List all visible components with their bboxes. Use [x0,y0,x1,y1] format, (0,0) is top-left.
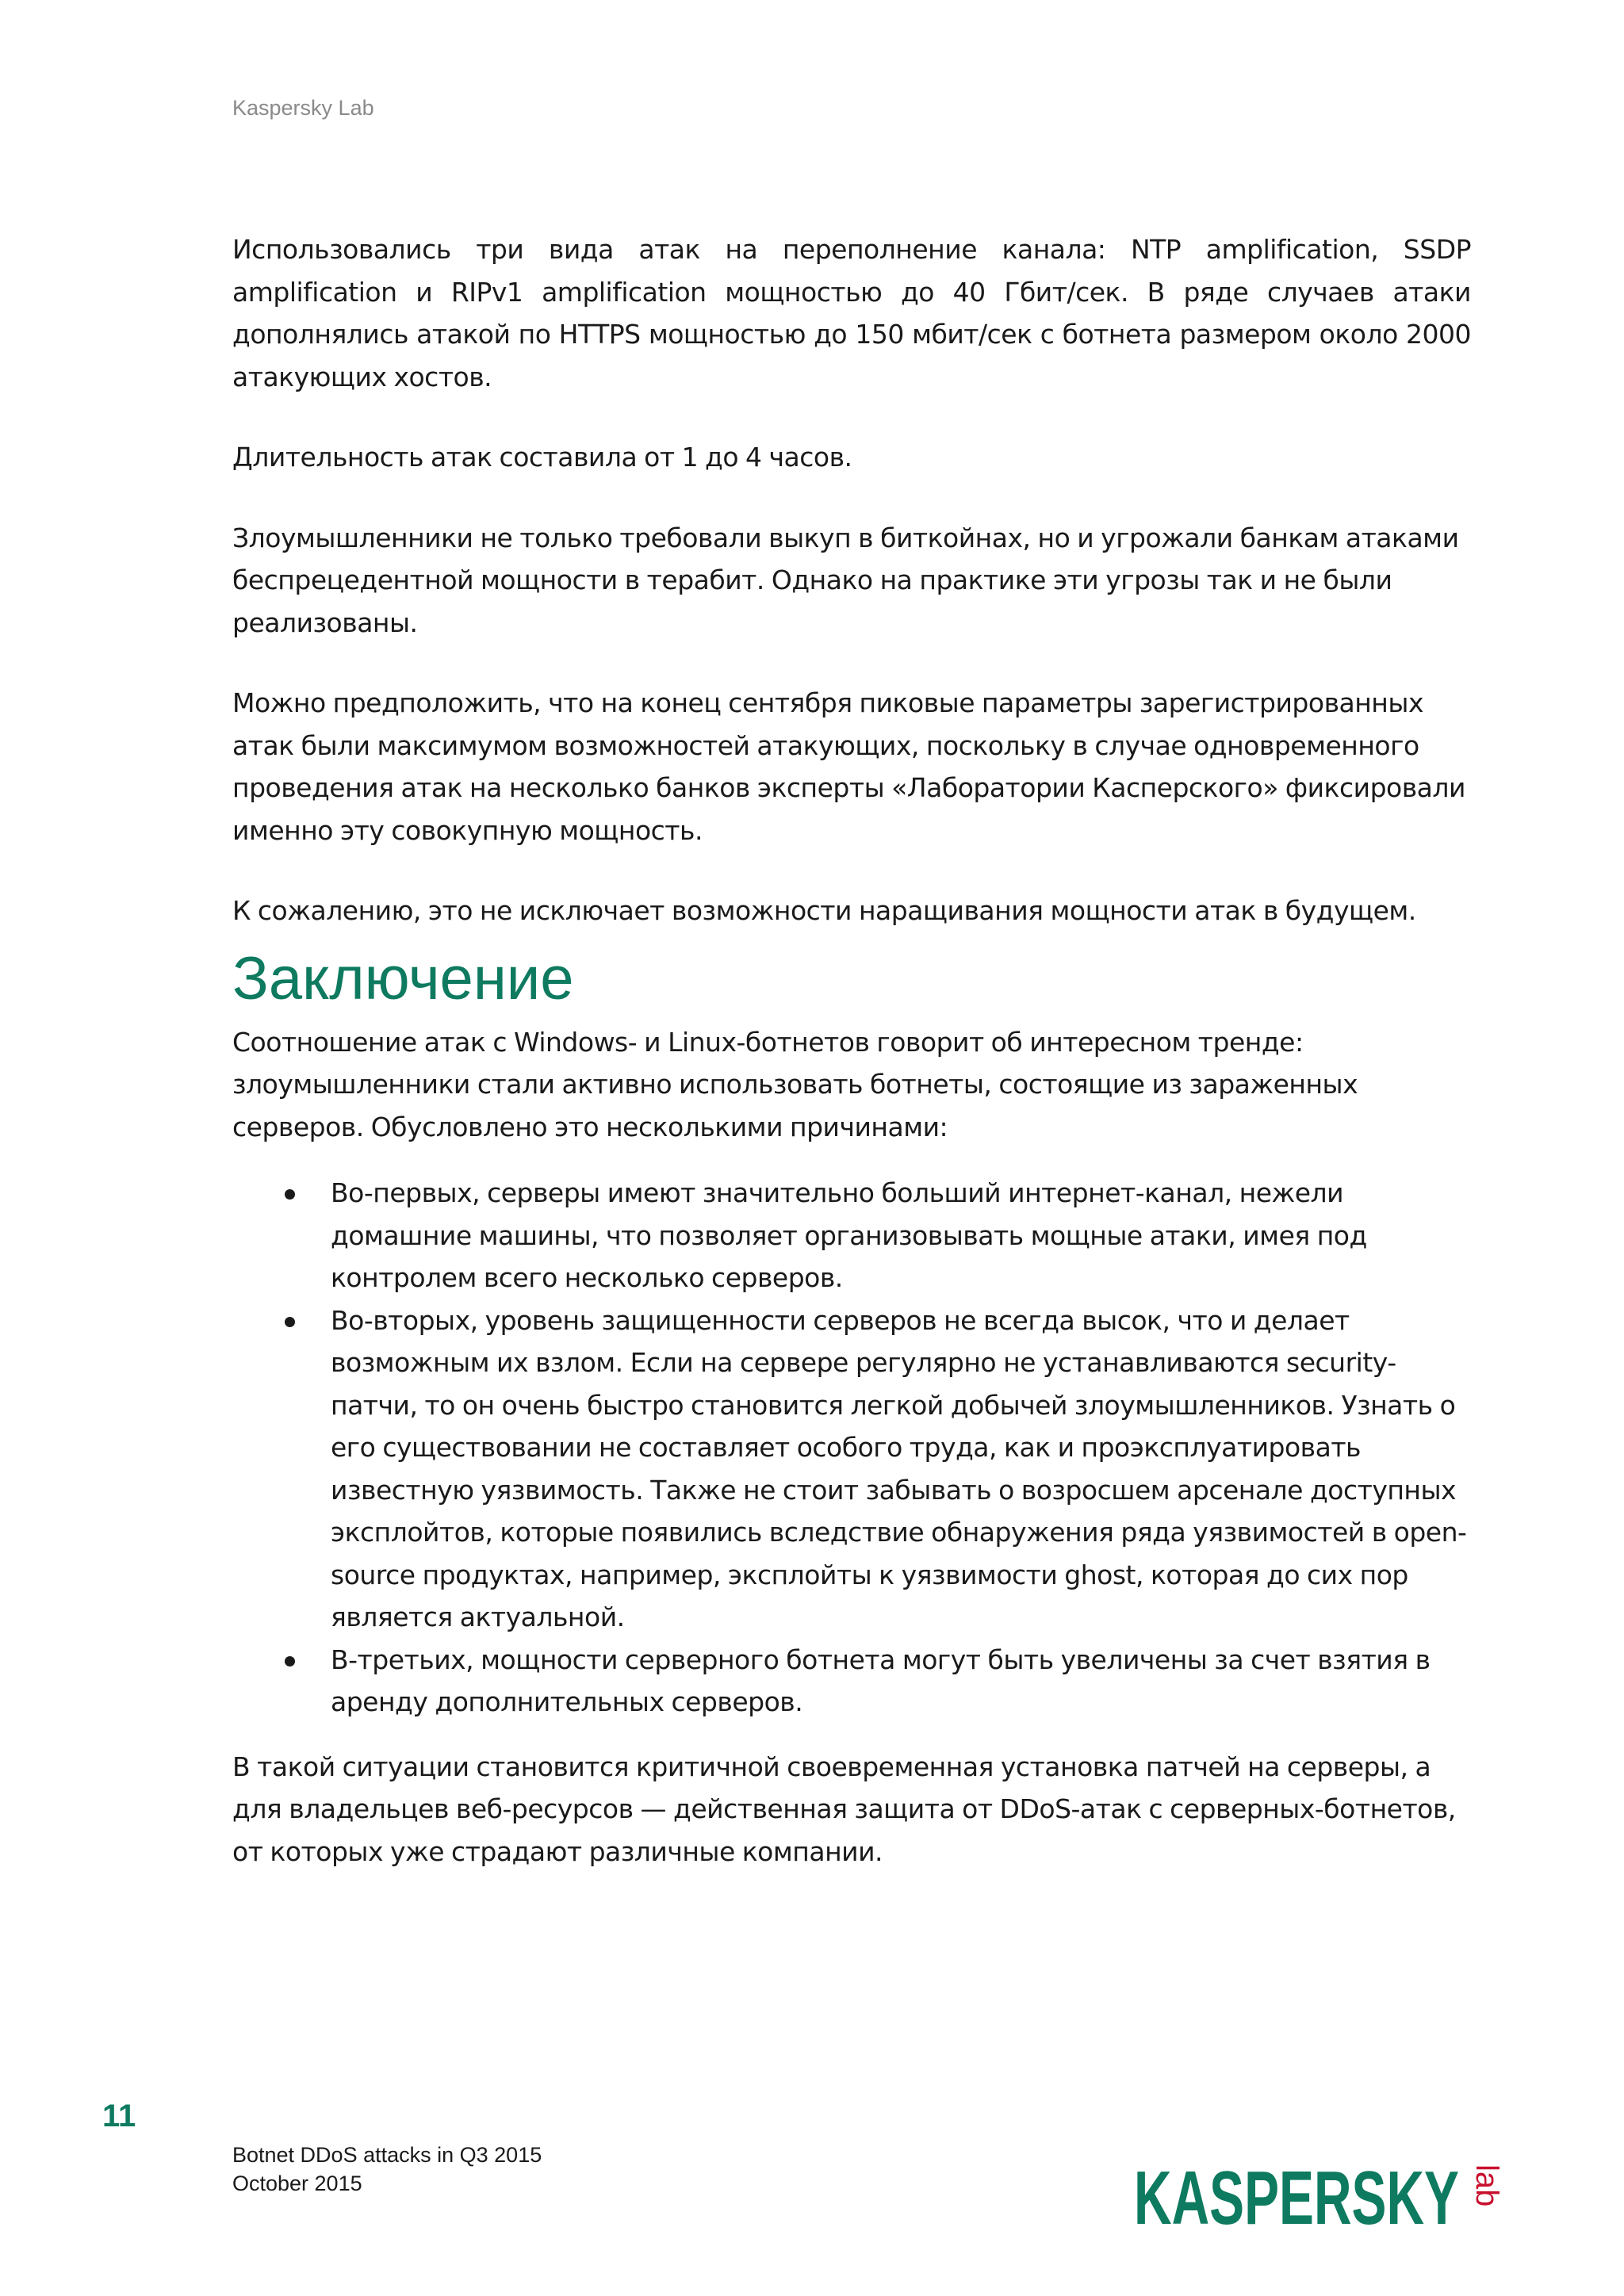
bullet-icon [285,1656,295,1667]
page-number: 11 [102,2099,136,2133]
report-title: Botnet DDoS attacks in Q3 2015 [232,2143,542,2167]
bullet-icon [285,1189,295,1200]
logo-lab-suffix: lab [1469,2164,1504,2207]
paragraph: Использовались три вида атак на переполнение канала: NTP amplification, SSDP amplification и RIPv1 amplification мощностью до 40 Гбит/сек. В ряде случаев атаки дополнялись атакой по HTTPS мощностью до 150 мбит/сек с ботнета размером около 2000 атакующих хостов. [232,234,1471,392]
list-item [232,1639,1471,1724]
page-content [232,228,1471,1911]
closing-paragraph: В такой ситуации становится критичной своевременная установка патчей на серверы, а для владельцев веб-ресурсов — действенная защита от DDoS-атак с серверных-ботнетов, от которых уже страдают различные компании. [232,1751,1456,1867]
paragraph: Длительность атак составила от 1 до 4 часов. [232,442,852,473]
list-item [232,1299,1471,1639]
paragraph: К сожалению, это не исключает возможности наращивания мощности атак в будущем. [232,895,1416,926]
header-company: Kaspersky Lab [232,96,374,120]
paragraph: Злоумышленники не только требовали выкуп в биткойнах, но и угрожали банкам атаками беспрецедентной мощности в терабит. Однако на практике эти угрозы так и не были реализованы. [232,522,1459,638]
list-item-text: Во-первых, серверы имеют значительно больший интернет-канал, нежели домашние машины, что позволяет организовывать мощные атаки, имея под контролем всего несколько серверов. [331,1177,1367,1293]
footer [232,2141,542,2198]
report-date: October 2015 [232,2172,362,2195]
section-heading: Заключение [232,944,574,1012]
list-item-text: В-третьих, мощности серверного ботнета могут быть увеличены за счет взятия в аренду дополнительных серверов. [331,1644,1431,1717]
list-item-text: Во-вторых, уровень защищенности серверов не всегда высок, что и делает возможным их взлом. Если на сервере регулярно не устанавливаются security-патчи, то он очень быстро становится легкой добычей злоумышленников. Узнать о его существовании не составляет особого труда, как и проэксплуатировать известную уязвимость. Также не стоит забывать о возросшем арсенале доступных эксплойтов, которые появились вследствие обнаружения ряда уязвимостей в open-source продуктах, например, эксплойты к уязвимости ghost, которая до сих пор является актуальной. [331,1304,1467,1632]
conclusion-intro: Соотношение атак с Windows- и Linux-ботнетов говорит об интересном тренде: злоумышленники стали активно использовать ботнеты, состоящие из зараженных серверов. Обусловлено это несколькими причинами: [232,1026,1358,1142]
kaspersky-logo [1134,2149,1530,2244]
logo-wordmark: KASPERSKY [1134,2156,1459,2241]
list-item [232,1172,1471,1299]
paragraph: Можно предположить, что на конец сентября пиковые параметры зарегистрированных атак были максимумом возможностей атакующих, поскольку в случае одновременного проведения атак на несколько банков эксперты «Лаборатории Касперского» фиксировали именно эту совокупную мощность. [232,687,1465,846]
bullet-list [232,1172,1471,1724]
bullet-icon [285,1317,295,1327]
